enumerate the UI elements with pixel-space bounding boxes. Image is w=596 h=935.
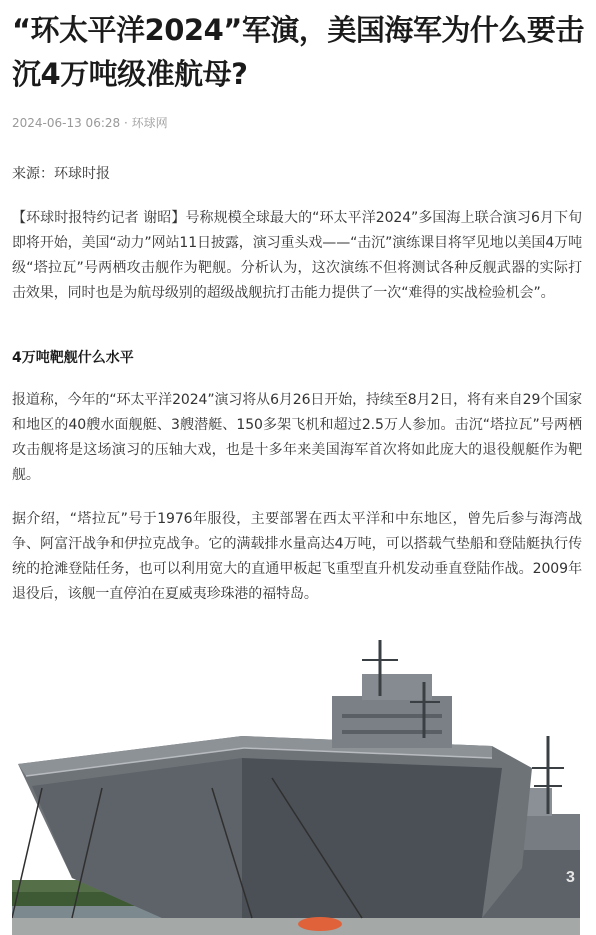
- ship-illustration: [12, 618, 580, 935]
- article-source: 来源：环球时报: [12, 166, 110, 182]
- ship-photo: [12, 618, 580, 935]
- life-raft: [298, 917, 342, 931]
- tarawa-ship: [12, 640, 532, 918]
- article-meta: 2024-06-13 06:28 · 环球网: [12, 116, 168, 130]
- pier: [12, 918, 580, 935]
- paragraph-2: 报道称，今年的“环太平洋2024”演习将从6月26日开始，持续至8月2日，将有来自29个国家和地区的40艘水面舰艇、3艘潜艇、150多架飞机和超过2.5万人参加。击沉“塔拉瓦”号两栖攻击舰将是这场演习的压轴大戏，也是十多年来美国海军首次将如此庞大的退役舰艇作为靶舰。: [12, 392, 582, 483]
- hull-number: 3: [566, 869, 575, 886]
- paragraph-3: 据介绍，“塔拉瓦”号于1976年服役，主要部署在西太平洋和中东地区，曾先后参与海湾战争、阿富汗战争和伊拉克战争。它的满载排水量高达4万吨，可以搭载气垫船和登陆艇执行传统的抢滩登陆任务，也可以利用宽大的直通甲板起飞重型直升机发动垂直登陆作战。2009年退役后，该舰一直停泊在夏威夷珍珠港的福特岛。: [12, 511, 582, 602]
- paragraph-1: 【环球时报特约记者 谢昭】号称规模全球最大的“环太平洋2024”多国海上联合演习6月下旬即将开始，美国“动力”网站11日披露，演习重头戏——“击沉”演练课目将罕见地以美国4万吨级“塔拉瓦”号两栖攻击舰作为靶舰。分析认为，这次演练不但将测试各种反舰武器的实际打击效果，同时也是为航母级别的超级战舰抗打击能力提供了一次“难得的实战检验机会”。: [12, 210, 582, 301]
- section-heading: 4万吨靶舰什么水平: [12, 350, 134, 366]
- article-title: “环太平洋2024”军演，美国海军为什么要击沉4万吨级准航母?: [12, 13, 584, 91]
